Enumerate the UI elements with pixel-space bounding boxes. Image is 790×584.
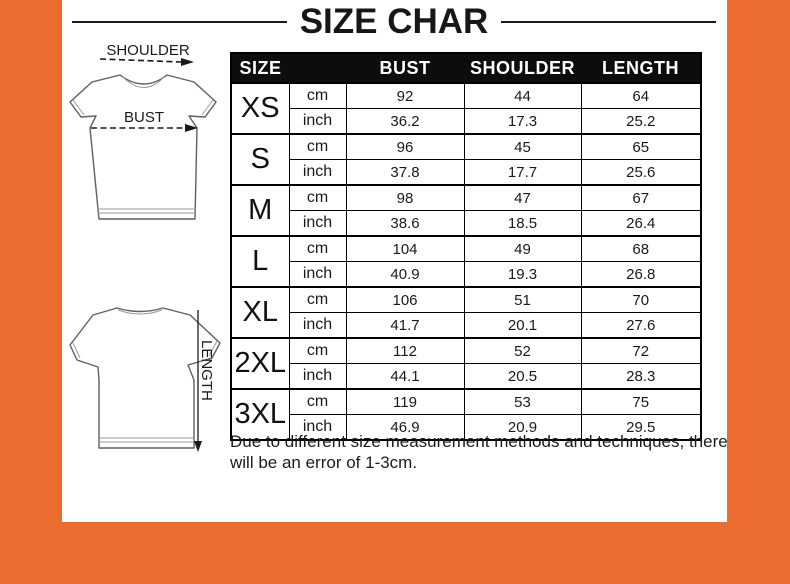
shoulder-measure-label: SHOULDER bbox=[106, 42, 190, 59]
length-measure-label: LENGTH bbox=[198, 340, 215, 401]
header-length: LENGTH bbox=[581, 53, 701, 83]
size-label: XS bbox=[231, 83, 289, 134]
value-cell: 46.9 bbox=[346, 415, 464, 441]
value-cell: 18.5 bbox=[464, 211, 581, 237]
value-cell: 49 bbox=[464, 236, 581, 262]
tshirt-front-diagram bbox=[68, 40, 223, 230]
value-cell: 104 bbox=[346, 236, 464, 262]
unit-label: cm bbox=[289, 389, 346, 415]
size-label: 2XL bbox=[231, 338, 289, 389]
value-cell: 20.9 bbox=[464, 415, 581, 441]
disclaimer-note bbox=[230, 431, 730, 473]
unit-label: inch bbox=[289, 415, 346, 441]
value-cell: 112 bbox=[346, 338, 464, 364]
value-cell: 17.3 bbox=[464, 109, 581, 135]
unit-label: cm bbox=[289, 134, 346, 160]
size-row-s-inch bbox=[231, 160, 701, 186]
tshirt-front-outline bbox=[70, 75, 216, 219]
orange-border-left bbox=[0, 0, 62, 584]
size-label: M bbox=[231, 185, 289, 236]
size-row-xl-cm bbox=[231, 287, 701, 313]
size-row-l-cm bbox=[231, 236, 701, 262]
disclaimer-line-2: will be an error of 1-3cm. bbox=[230, 453, 418, 472]
header-size: SIZE bbox=[231, 53, 289, 83]
value-cell: 51 bbox=[464, 287, 581, 313]
value-cell: 44 bbox=[464, 83, 581, 109]
unit-label: cm bbox=[289, 185, 346, 211]
value-cell: 64 bbox=[581, 83, 701, 109]
table-header-row bbox=[231, 53, 701, 83]
unit-label: cm bbox=[289, 338, 346, 364]
value-cell: 106 bbox=[346, 287, 464, 313]
value-cell: 25.6 bbox=[581, 160, 701, 186]
size-row-m-inch bbox=[231, 211, 701, 237]
value-cell: 26.4 bbox=[581, 211, 701, 237]
unit-label: inch bbox=[289, 211, 346, 237]
value-cell: 37.8 bbox=[346, 160, 464, 186]
orange-border-bottom bbox=[0, 522, 790, 584]
unit-label: inch bbox=[289, 160, 346, 186]
size-row-m-cm bbox=[231, 185, 701, 211]
value-cell: 38.6 bbox=[346, 211, 464, 237]
title-rule-right bbox=[501, 21, 716, 23]
value-cell: 26.8 bbox=[581, 262, 701, 288]
value-cell: 20.1 bbox=[464, 313, 581, 339]
value-cell: 25.2 bbox=[581, 109, 701, 135]
unit-label: cm bbox=[289, 83, 346, 109]
value-cell: 67 bbox=[581, 185, 701, 211]
size-row-xl-inch bbox=[231, 313, 701, 339]
size-label: L bbox=[231, 236, 289, 287]
value-cell: 65 bbox=[581, 134, 701, 160]
value-cell: 68 bbox=[581, 236, 701, 262]
value-cell: 40.9 bbox=[346, 262, 464, 288]
size-row-s-cm bbox=[231, 134, 701, 160]
value-cell: 27.6 bbox=[581, 313, 701, 339]
size-label: 3XL bbox=[231, 389, 289, 440]
bust-measure-label: BUST bbox=[123, 109, 165, 126]
unit-label: inch bbox=[289, 262, 346, 288]
unit-label: inch bbox=[289, 109, 346, 135]
size-row-3xl-cm bbox=[231, 389, 701, 415]
page-title: SIZE CHAR bbox=[299, 2, 489, 41]
value-cell: 36.2 bbox=[346, 109, 464, 135]
value-cell: 96 bbox=[346, 134, 464, 160]
value-cell: 98 bbox=[346, 185, 464, 211]
unit-label: inch bbox=[289, 313, 346, 339]
size-row-xs-cm bbox=[231, 83, 701, 109]
unit-label: cm bbox=[289, 287, 346, 313]
size-row-2xl-cm bbox=[231, 338, 701, 364]
value-cell: 29.5 bbox=[581, 415, 701, 441]
value-cell: 28.3 bbox=[581, 364, 701, 390]
value-cell: 119 bbox=[346, 389, 464, 415]
value-cell: 20.5 bbox=[464, 364, 581, 390]
value-cell: 52 bbox=[464, 338, 581, 364]
size-row-l-inch bbox=[231, 262, 701, 288]
title-rule-left bbox=[72, 21, 287, 23]
title-row bbox=[62, 0, 727, 44]
value-cell: 53 bbox=[464, 389, 581, 415]
tshirt-back-diagram bbox=[68, 300, 228, 460]
value-cell: 44.1 bbox=[346, 364, 464, 390]
value-cell: 47 bbox=[464, 185, 581, 211]
size-label: XL bbox=[231, 287, 289, 338]
header-unit-spacer bbox=[289, 53, 346, 83]
size-table bbox=[230, 52, 702, 441]
value-cell: 75 bbox=[581, 389, 701, 415]
size-label: S bbox=[231, 134, 289, 185]
header-bust: BUST bbox=[346, 53, 464, 83]
disclaimer-line-1: Due to different size measurement methods and techniques, there bbox=[230, 432, 728, 451]
shoulder-arrow-head-icon bbox=[181, 58, 194, 66]
value-cell: 92 bbox=[346, 83, 464, 109]
value-cell: 45 bbox=[464, 134, 581, 160]
orange-border-right bbox=[727, 0, 790, 584]
value-cell: 19.3 bbox=[464, 262, 581, 288]
size-row-2xl-inch bbox=[231, 364, 701, 390]
unit-label: inch bbox=[289, 364, 346, 390]
unit-label: cm bbox=[289, 236, 346, 262]
size-row-xs-inch bbox=[231, 109, 701, 135]
value-cell: 70 bbox=[581, 287, 701, 313]
value-cell: 17.7 bbox=[464, 160, 581, 186]
header-shoulder: SHOULDER bbox=[464, 53, 581, 83]
value-cell: 41.7 bbox=[346, 313, 464, 339]
shoulder-arrow-line bbox=[100, 59, 182, 62]
value-cell: 72 bbox=[581, 338, 701, 364]
length-arrow-head-icon bbox=[194, 441, 202, 452]
